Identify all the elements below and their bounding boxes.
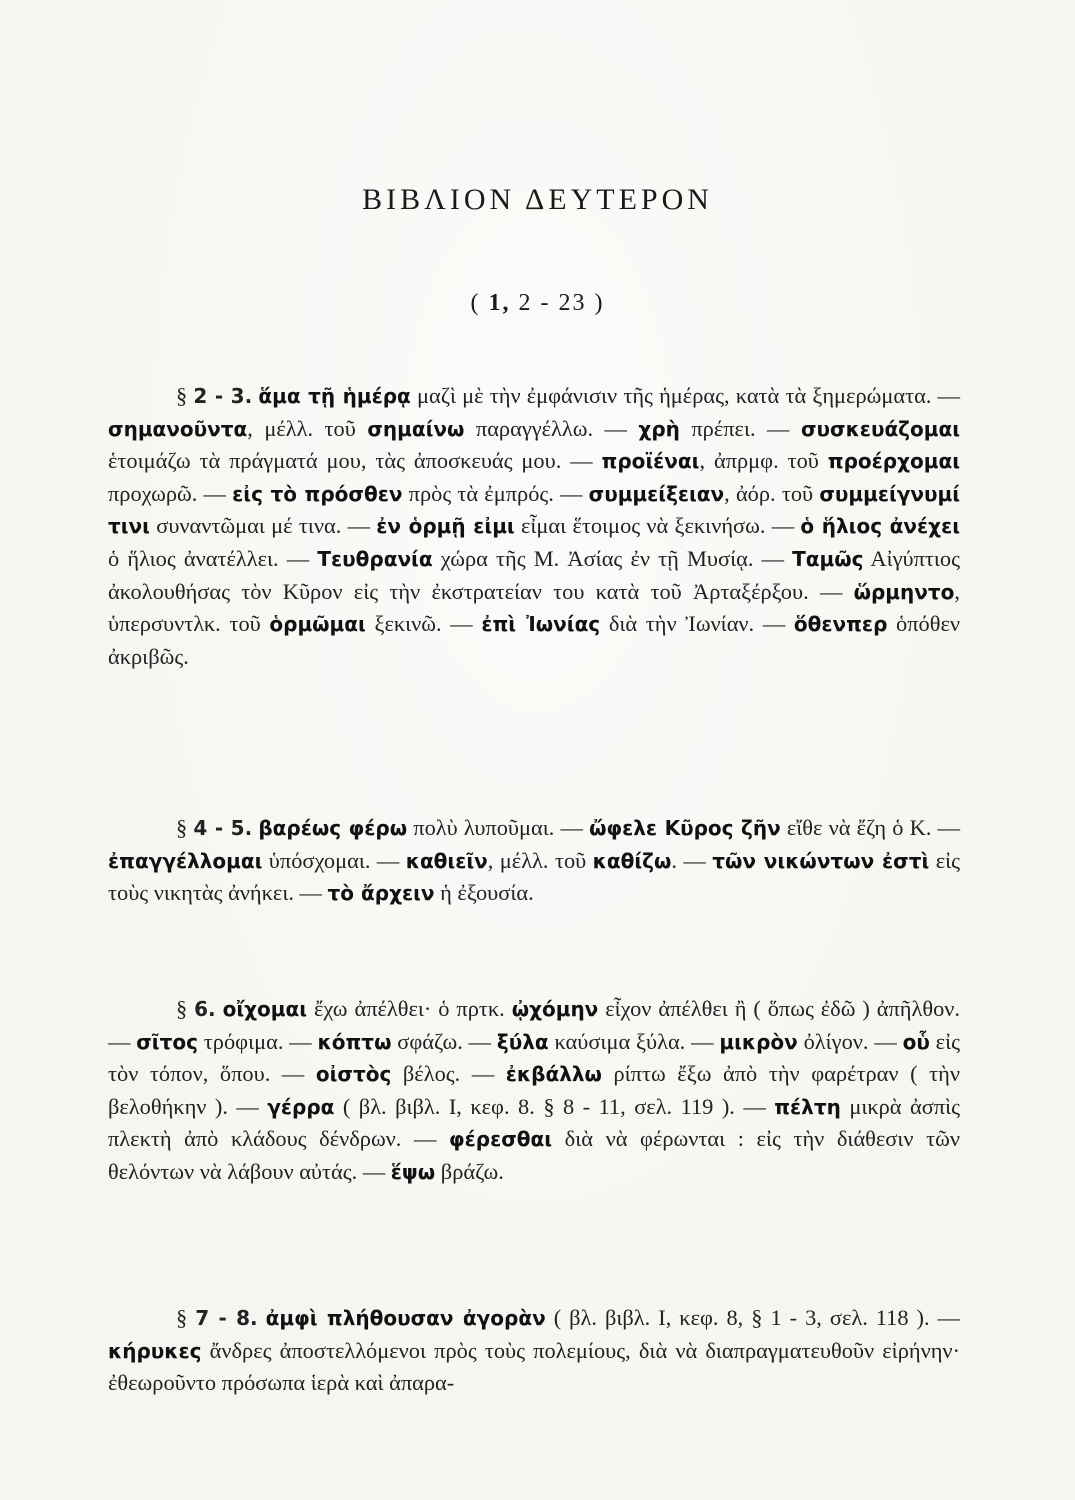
glossary-term: εἰς τὸ πρόσθεν [232,481,403,506]
gloss-text: βράζω. [435,1158,504,1184]
glossary-term: οὗ [902,1029,930,1054]
gloss-text: , ἀπρμφ. τοῦ [699,448,828,474]
glossary-term: συμμείγνυμί τινι [108,481,961,539]
gloss-text: μικρὰ ἀσπὶς πλεκτὴ ἀπὸ κλάδους δένδρων. — [108,1093,960,1152]
gloss-text: , μέλλ. τοῦ [247,415,368,441]
gloss-text: ( βλ. βιβλ. Ι, κεφ. 8. § 8 - 11, σελ. 119 ). — [334,1093,775,1119]
glossary-term: ὁρμῶμαι [269,612,366,637]
paragraph-section-4-5 [108,812,960,910]
glossary-term: ὥρμηντο [853,579,955,604]
gloss-text: ὑπόσχομαι. — [262,847,406,873]
glossary-term: ὅθενπερ [793,612,888,637]
paragraph-section-6 [108,993,960,1189]
glossary-term: μικρὸν [719,1029,798,1054]
glossary-term: κόπτω [317,1029,392,1054]
glossary-term: ἐπαγγέλλομαι [108,848,263,873]
glossary-term: ἅμα τῇ ἡμέρᾳ [258,384,411,408]
paragraph-text [108,1302,960,1400]
gloss-text: διὰ νὰ φέρωνται : εἰς τὴν διάθεσιν τῶν θελόντων νὰ λάβουν αὐτάς. — [108,1126,960,1184]
gloss-text: καύσιμα ξύλα. — [548,1028,720,1054]
gloss-text: ἔχω ἀπέλθει· ὁ πρτκ. [307,996,512,1021]
glossary-term: γέρρα [267,1094,335,1119]
paragraph-text [108,812,960,910]
gloss-text: εἰς τὸν τόπον, ὅπου. — [108,1028,960,1087]
gloss-text: τρόφιμα. — [197,1028,318,1054]
section-symbol: § [176,815,188,840]
section-symbol: § [176,1305,188,1330]
range-chapter: 1, [488,290,511,316]
glossary-term: τὸ ἄρχειν [327,881,435,906]
gloss-text: , ὑπερσυντλκ. τοῦ [108,578,960,637]
section-marker [176,1305,258,1330]
glossary-term: σημανοῦντα [108,416,248,441]
gloss-text: ἡ ἐξουσία. [434,880,534,906]
section-number: 4 - 5. [193,816,253,840]
gloss-text: ξεκινῶ. — [365,611,482,637]
glossary-term: συμμείξειαν [588,481,725,506]
section-number: 2 - 3. [193,384,253,408]
gloss-text: ( βλ. βιβλ. Ι, κεφ. 8, § 1 - 3, σελ. 118 ). — [545,1305,960,1330]
gloss-text: πρέπει. — [679,415,801,441]
glossary-term: φέρεσθαι [449,1127,553,1152]
gloss-text: εἰς τοὺς νικητὰς ἀνήκει. — [108,847,961,906]
chapter-range [0,290,1075,317]
glossary-term: προϊέναι [601,449,700,474]
gloss-text: . — [671,847,713,873]
gloss-text: εἶμαι ἕτοιμος νὰ ξεκινήσω. — [514,513,801,539]
gloss-text: πρὸς τὰ ἐμπρός. — [402,480,589,506]
gloss-text: ὁ ἥλιος ἀνατέλλει. — [108,545,318,571]
range-sections: 2 - 23 [510,290,587,316]
gloss-text: Αἰγύπτιος ἀκολουθήσας τὸν Κῦρον εἰς τὴν ἐκστρατείαν του κατὰ τοῦ Ἀρταξέρξου. — [108,545,960,604]
gloss-text: χώρα τῆς Μ. Ἀσίας ἐν τῇ Μυσίᾳ. — [432,545,793,571]
section-symbol: § [176,383,188,408]
glossary-term: προέρχομαι [827,449,961,474]
gloss-text: , ἀόρ. τοῦ [724,480,820,506]
section-number: 6. [194,997,216,1021]
glossary-term: ὤφελε Κῦρος ζῆν [589,816,781,840]
gloss-text: ἄνδρες ἀποστελλόμενοι πρὸς τοὺς πολεμίους, διὰ νὰ διαπραγματευθοῦν εἰρήνην· ἐθεωροῦντο πρόσωπα ἱερὰ καὶ ἀπαρα- [108,1337,960,1396]
glossary-term: βαρέως φέρω [258,816,408,840]
glossary-term: καθίζω [592,848,672,873]
gloss-text: ὀλίγον. — [797,1028,903,1054]
gloss-text: προχωρῶ. — [108,480,233,506]
glossary-term: χρὴ [638,416,680,441]
glossary-term: καθιεῖν [405,848,488,873]
gloss-text: μαζὶ μὲ τὴν ἐμφάνισιν τῆς ἡμέρας, κατὰ τὰ ξημερώματα. — [410,383,960,408]
section-marker [176,815,252,840]
paragraph-section-7-8 [108,1302,960,1400]
gloss-text: διὰ τὴν Ἰωνίαν. — [600,611,794,637]
glossary-term: πέλτη [774,1094,841,1119]
glossary-term: ξύλα [496,1029,549,1054]
glossary-term: σῖτος [136,1029,198,1054]
glossary-term: οἴχομαι [222,997,308,1021]
glossary-term: συσκευάζομαι [800,416,960,441]
gloss-text: , μέλλ. τοῦ [487,847,593,873]
gloss-text: εἶχον ἀπέλθει ἢ ( ὅπως ἐδῶ ) ἀπῆλθον. — [108,996,961,1054]
range-close: ) [594,290,605,316]
glossary-term: ὁ ἥλιος ἀνέχει [800,514,961,539]
section-symbol: § [176,996,188,1021]
glossary-term: ᾠχόμην [511,997,599,1021]
range-open: ( [470,290,481,316]
section-number: 7 - 8. [195,1306,258,1330]
glossary-term: ἕψω [390,1159,436,1184]
section-marker [176,996,216,1021]
gloss-text: συναντῶμαι μέ τινα. — [149,513,377,539]
glossary-term: Ταμῶς [792,546,864,571]
glossary-term: σημαίνω [367,416,465,441]
glossary-term: κήρυκες [108,1338,202,1363]
gloss-text: πολὺ λυποῦμαι. — [407,815,590,840]
gloss-text: εἴθε νὰ ἔζη ὁ Κ. — [780,815,960,840]
glossary-term: Τευθρανία [317,546,433,571]
glossary-term: οἰστὸς [315,1062,392,1087]
paragraph-text [108,993,960,1189]
book-title: ΒΙΒΛΙΟΝ ΔΕΥΤΕΡΟΝ [362,183,713,216]
glossary-term: ἐν ὁρμῇ εἰμι [376,514,515,539]
gloss-text: ἑτοιμάζω τὰ πράγματά μου, τὰς ἀποσκευάς μου. — [108,448,602,474]
paragraph-section-2-3 [108,380,960,673]
gloss-text: παραγγέλλω. — [464,415,639,441]
glossary-term: ἀμφὶ πλήθουσαν ἀγορὰν [265,1306,546,1330]
gloss-text: βέλος. — [391,1061,506,1087]
paragraph-text [108,380,960,673]
gloss-text: σφάζω. — [391,1028,497,1054]
glossary-term: ἐπὶ Ἰωνίας [481,612,601,637]
gloss-text: ὁπόθεν ἀκριβῶς. [108,611,960,669]
glossary-term: ἐκβάλλω [505,1062,602,1087]
glossary-term: τῶν νικώντων ἐστὶ [712,848,930,873]
gloss-text: ρίπτω ἔξω ἀπὸ τὴν φαρέτραν ( τὴν βελοθήκην ). — [108,1061,960,1119]
section-marker [176,383,252,408]
